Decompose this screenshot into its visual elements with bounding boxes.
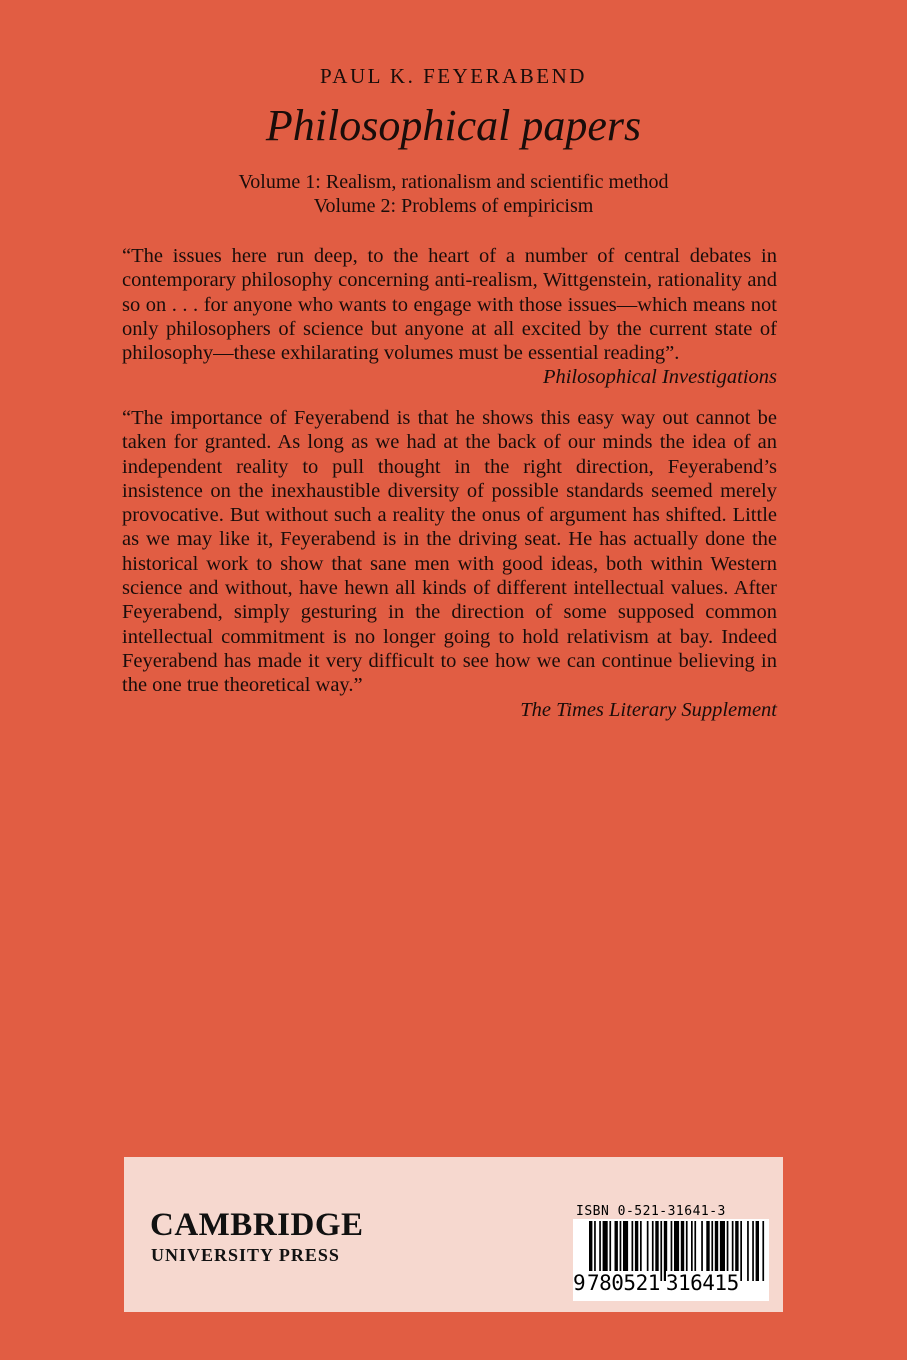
volume-2: Volume 2: Problems of empiricism (313, 195, 594, 217)
review-quote-1 (122, 244, 777, 390)
quote-1-source: Philosophical Investigations (542, 366, 777, 389)
volume-list (0, 170, 907, 218)
author-name: PAUL K. FEYERABEND (320, 64, 587, 88)
publisher-logo-subtitle: UNIVERSITY PRESS (151, 1245, 340, 1265)
barcode-lead-digit: 9 (573, 1271, 586, 1295)
volume-1: Volume 1: Realism, rationalism and scientific method (238, 171, 669, 193)
isbn-label: ISBN 0-521-31641-3 (576, 1204, 726, 1219)
quote-1-text: “The issues here run deep, to the heart of a number of central debates in contemporary philosophy concerning anti-realism, Wittgenstein, rationality and so on . . . for anyone who wants to engage with those issues—which means not only philosophers of science but anyone at all excited by the current state of philosophy—these exhilarating volumes must be essential reading”. (122, 245, 777, 365)
barcode-group-right: 316415 (665, 1271, 739, 1295)
publisher-logo-name: CAMBRIDGE (150, 1207, 364, 1243)
publisher-panel (124, 1157, 783, 1312)
barcode-digits (573, 1271, 769, 1295)
barcode (573, 1219, 769, 1301)
quote-2-source: The Times Literary Supplement (520, 698, 777, 721)
book-title: Philosophical papers (265, 101, 642, 150)
quote-2-text: “The importance of Feyerabend is that he shows this easy way out cannot be taken for granted. As long as we had at the back of our minds the idea of an independent reality to pull thought in the right direction, Feyerabend’s insistence on the inexhaustible diversity of possible standards seemed merely provocative. But without such a reality the onus of argument has shifted. Little as we may like it, Feyerabend is in the driving seat. He has actually done the historical work to show that sane men with good ideas, both within Western science and without, have hewn all kinds of different intellectual values. After Feyerabend, simply gesturing in the direction of some supposed common intellectual commitment is no longer going to hold relativism at bay. Indeed Feyerabend has made it very difficult to see how we can continue believing in the one true theoretical way.” (122, 407, 777, 697)
barcode-group-left: 780521 (587, 1271, 660, 1295)
review-quote-2 (122, 406, 777, 722)
